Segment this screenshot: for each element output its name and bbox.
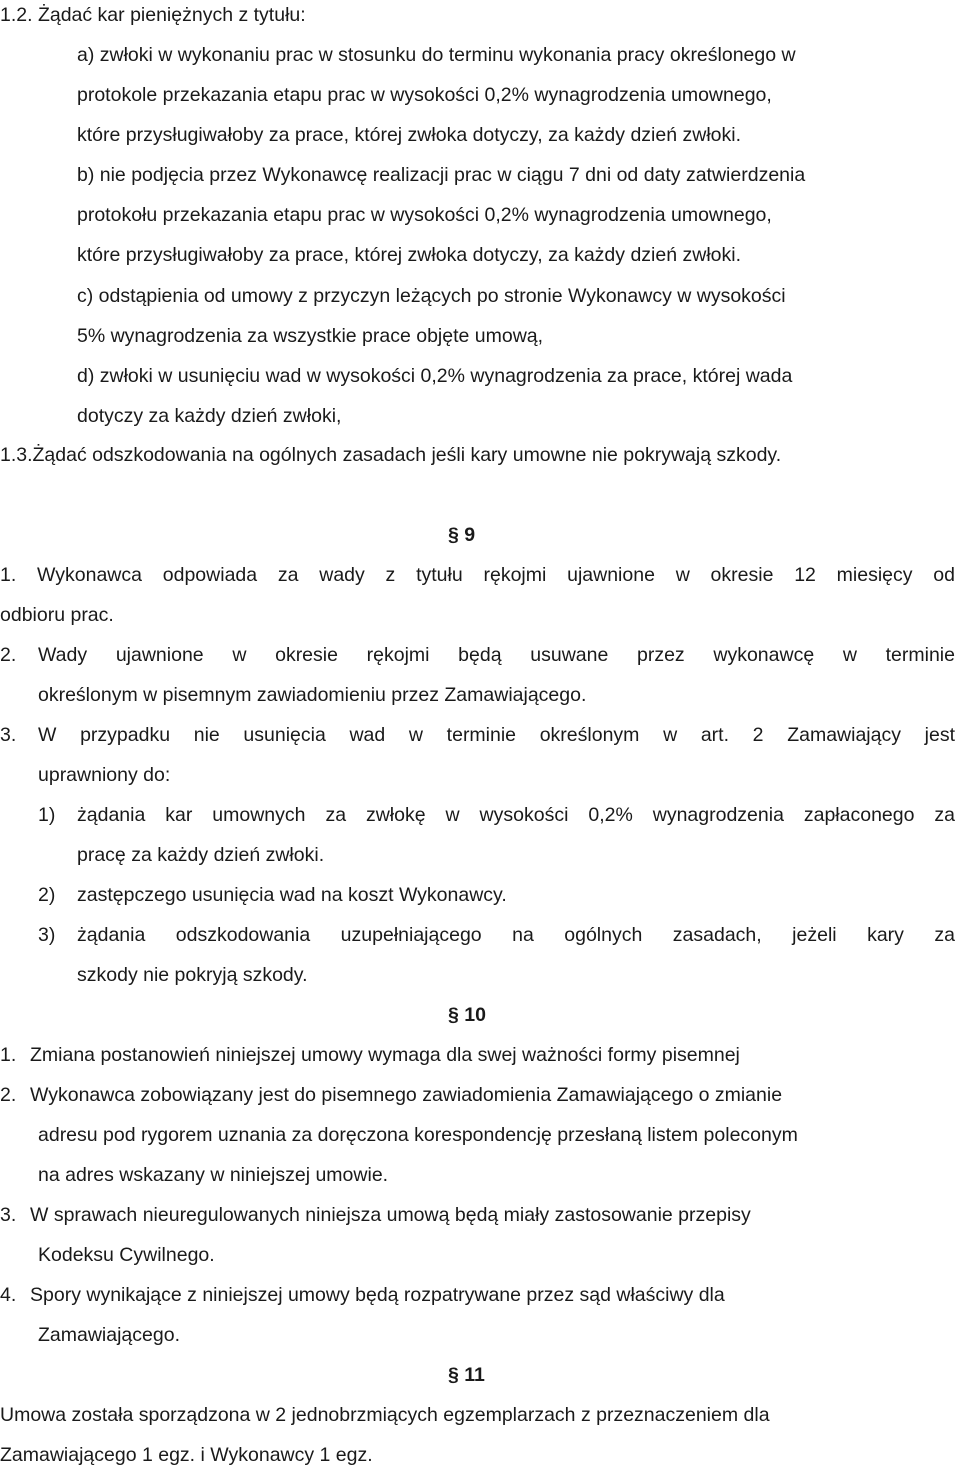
item-1-2-lead: 1.2. Żądać kar pieniężnych z tytułu: [0, 4, 306, 26]
section-9-p3-line-2: uprawniony do: [38, 764, 171, 786]
sub-item-1-number: 1) [38, 804, 56, 826]
section-10-item-1-number: 1. [0, 1044, 17, 1066]
sub-item-1-line-1: żądania kar umownych za zwłokę w wysokości 0,2% wynagrodzenia zapłaconego za [77, 804, 955, 826]
section-9-p2-line-1: Wady ujawnione w okresie rękojmi będą usuwane przez wykonawcę w terminie [38, 644, 955, 666]
item-c-line-2: 5% wynagrodzenia za wszystkie prace objęte umową, [77, 325, 544, 347]
section-10-item-2-line-1: Wykonawca zobowiązany jest do pisemnego zawiadomienia Zamawiającego o zmianie [30, 1084, 783, 1106]
section-9-p2-number: 2. [0, 644, 17, 666]
section-9-p3-number: 3. [0, 724, 17, 746]
section-10-item-4-line-2: Zamawiającego. [38, 1324, 180, 1346]
section-9-p2-line-2: określonym w pisemnym zawiadomieniu przez Zamawiającego. [38, 684, 587, 706]
section-10-item-3-number: 3. [0, 1204, 17, 1226]
sub-item-3-line-1: żądania odszkodowania uzupełniającego na ogólnych zasadach, jeżeli kary za [77, 924, 955, 946]
section-10-item-4-line-1: Spory wynikające z niniejszej umowy będą rozpatrywane przez sąd właściwy dla [30, 1284, 725, 1306]
section-11-heading: § 11 [448, 1364, 485, 1386]
item-d-line-1: d) zwłoki w usunięciu wad w wysokości 0,2% wynagrodzenia za prace, której wada [77, 365, 793, 387]
sub-item-2-line-1: zastępczego usunięcia wad na koszt Wykonawcy. [77, 884, 507, 906]
section-10-item-2-line-3: na adres wskazany w niniejszej umowie. [38, 1164, 389, 1186]
item-a-line-2: protokole przekazania etapu prac w wysokości 0,2% wynagrodzenia umownego, [77, 84, 772, 106]
item-d-line-2: dotyczy za każdy dzień zwłoki, [77, 405, 342, 427]
item-1-3: 1.3.Żądać odszkodowania na ogólnych zasadach jeśli kary umowne nie pokrywają szkody. [0, 444, 782, 466]
section-10-item-4-number: 4. [0, 1284, 17, 1306]
sub-item-2-number: 2) [38, 884, 56, 906]
sub-item-3-line-2: szkody nie pokryją szkody. [77, 964, 308, 986]
section-11-line-2: Zamawiającego 1 egz. i Wykonawcy 1 egz. [0, 1444, 373, 1466]
section-10-item-2-line-2: adresu pod rygorem uznania za doręczona korespondencję przesłaną listem poleconym [38, 1124, 798, 1146]
section-10-item-1-line-1: Zmiana postanowień niniejszej umowy wymaga dla swej ważności formy pisemnej [30, 1044, 740, 1066]
item-a-line-3: które przysługiwałoby za prace, której zwłoka dotyczy, za każdy dzień zwłoki. [77, 124, 741, 146]
section-10-item-3-line-2: Kodeksu Cywilnego. [38, 1244, 215, 1266]
section-9-p1-line-1: 1. Wykonawca odpowiada za wady z tytułu rękojmi ujawnione w okresie 12 miesięcy od [0, 564, 955, 586]
section-10-heading: § 10 [448, 1004, 486, 1026]
sub-item-3-number: 3) [38, 924, 56, 946]
section-9-p1-line-2: odbioru prac. [0, 604, 114, 626]
section-11-line-1: Umowa została sporządzona w 2 jednobrzmiących egzemplarzach z przeznaczeniem dla [0, 1404, 770, 1426]
item-c-line-1: c) odstąpienia od umowy z przyczyn leżących po stronie Wykonawcy w wysokości [77, 285, 786, 307]
item-b-line-1: b) nie podjęcia przez Wykonawcę realizacji prac w ciągu 7 dni od daty zatwierdzenia [77, 164, 806, 186]
section-9-heading: § 9 [448, 524, 476, 546]
section-9-p3-line-1: W przypadku nie usunięcia wad w terminie określonym w art. 2 Zamawiający jest [38, 724, 955, 746]
sub-item-1-line-2: pracę za każdy dzień zwłoki. [77, 844, 325, 866]
item-b-line-2: protokołu przekazania etapu prac w wysokości 0,2% wynagrodzenia umownego, [77, 204, 772, 226]
section-10-item-2-number: 2. [0, 1084, 17, 1106]
section-10-item-3-line-1: W sprawach nieuregulowanych niniejsza umową będą miały zastosowanie przepisy [30, 1204, 751, 1226]
item-a-line-1: a) zwłoki w wykonaniu prac w stosunku do terminu wykonania pracy określonego w [77, 44, 796, 66]
item-b-line-3: które przysługiwałoby za prace, której zwłoka dotyczy, za każdy dzień zwłoki. [77, 244, 741, 266]
